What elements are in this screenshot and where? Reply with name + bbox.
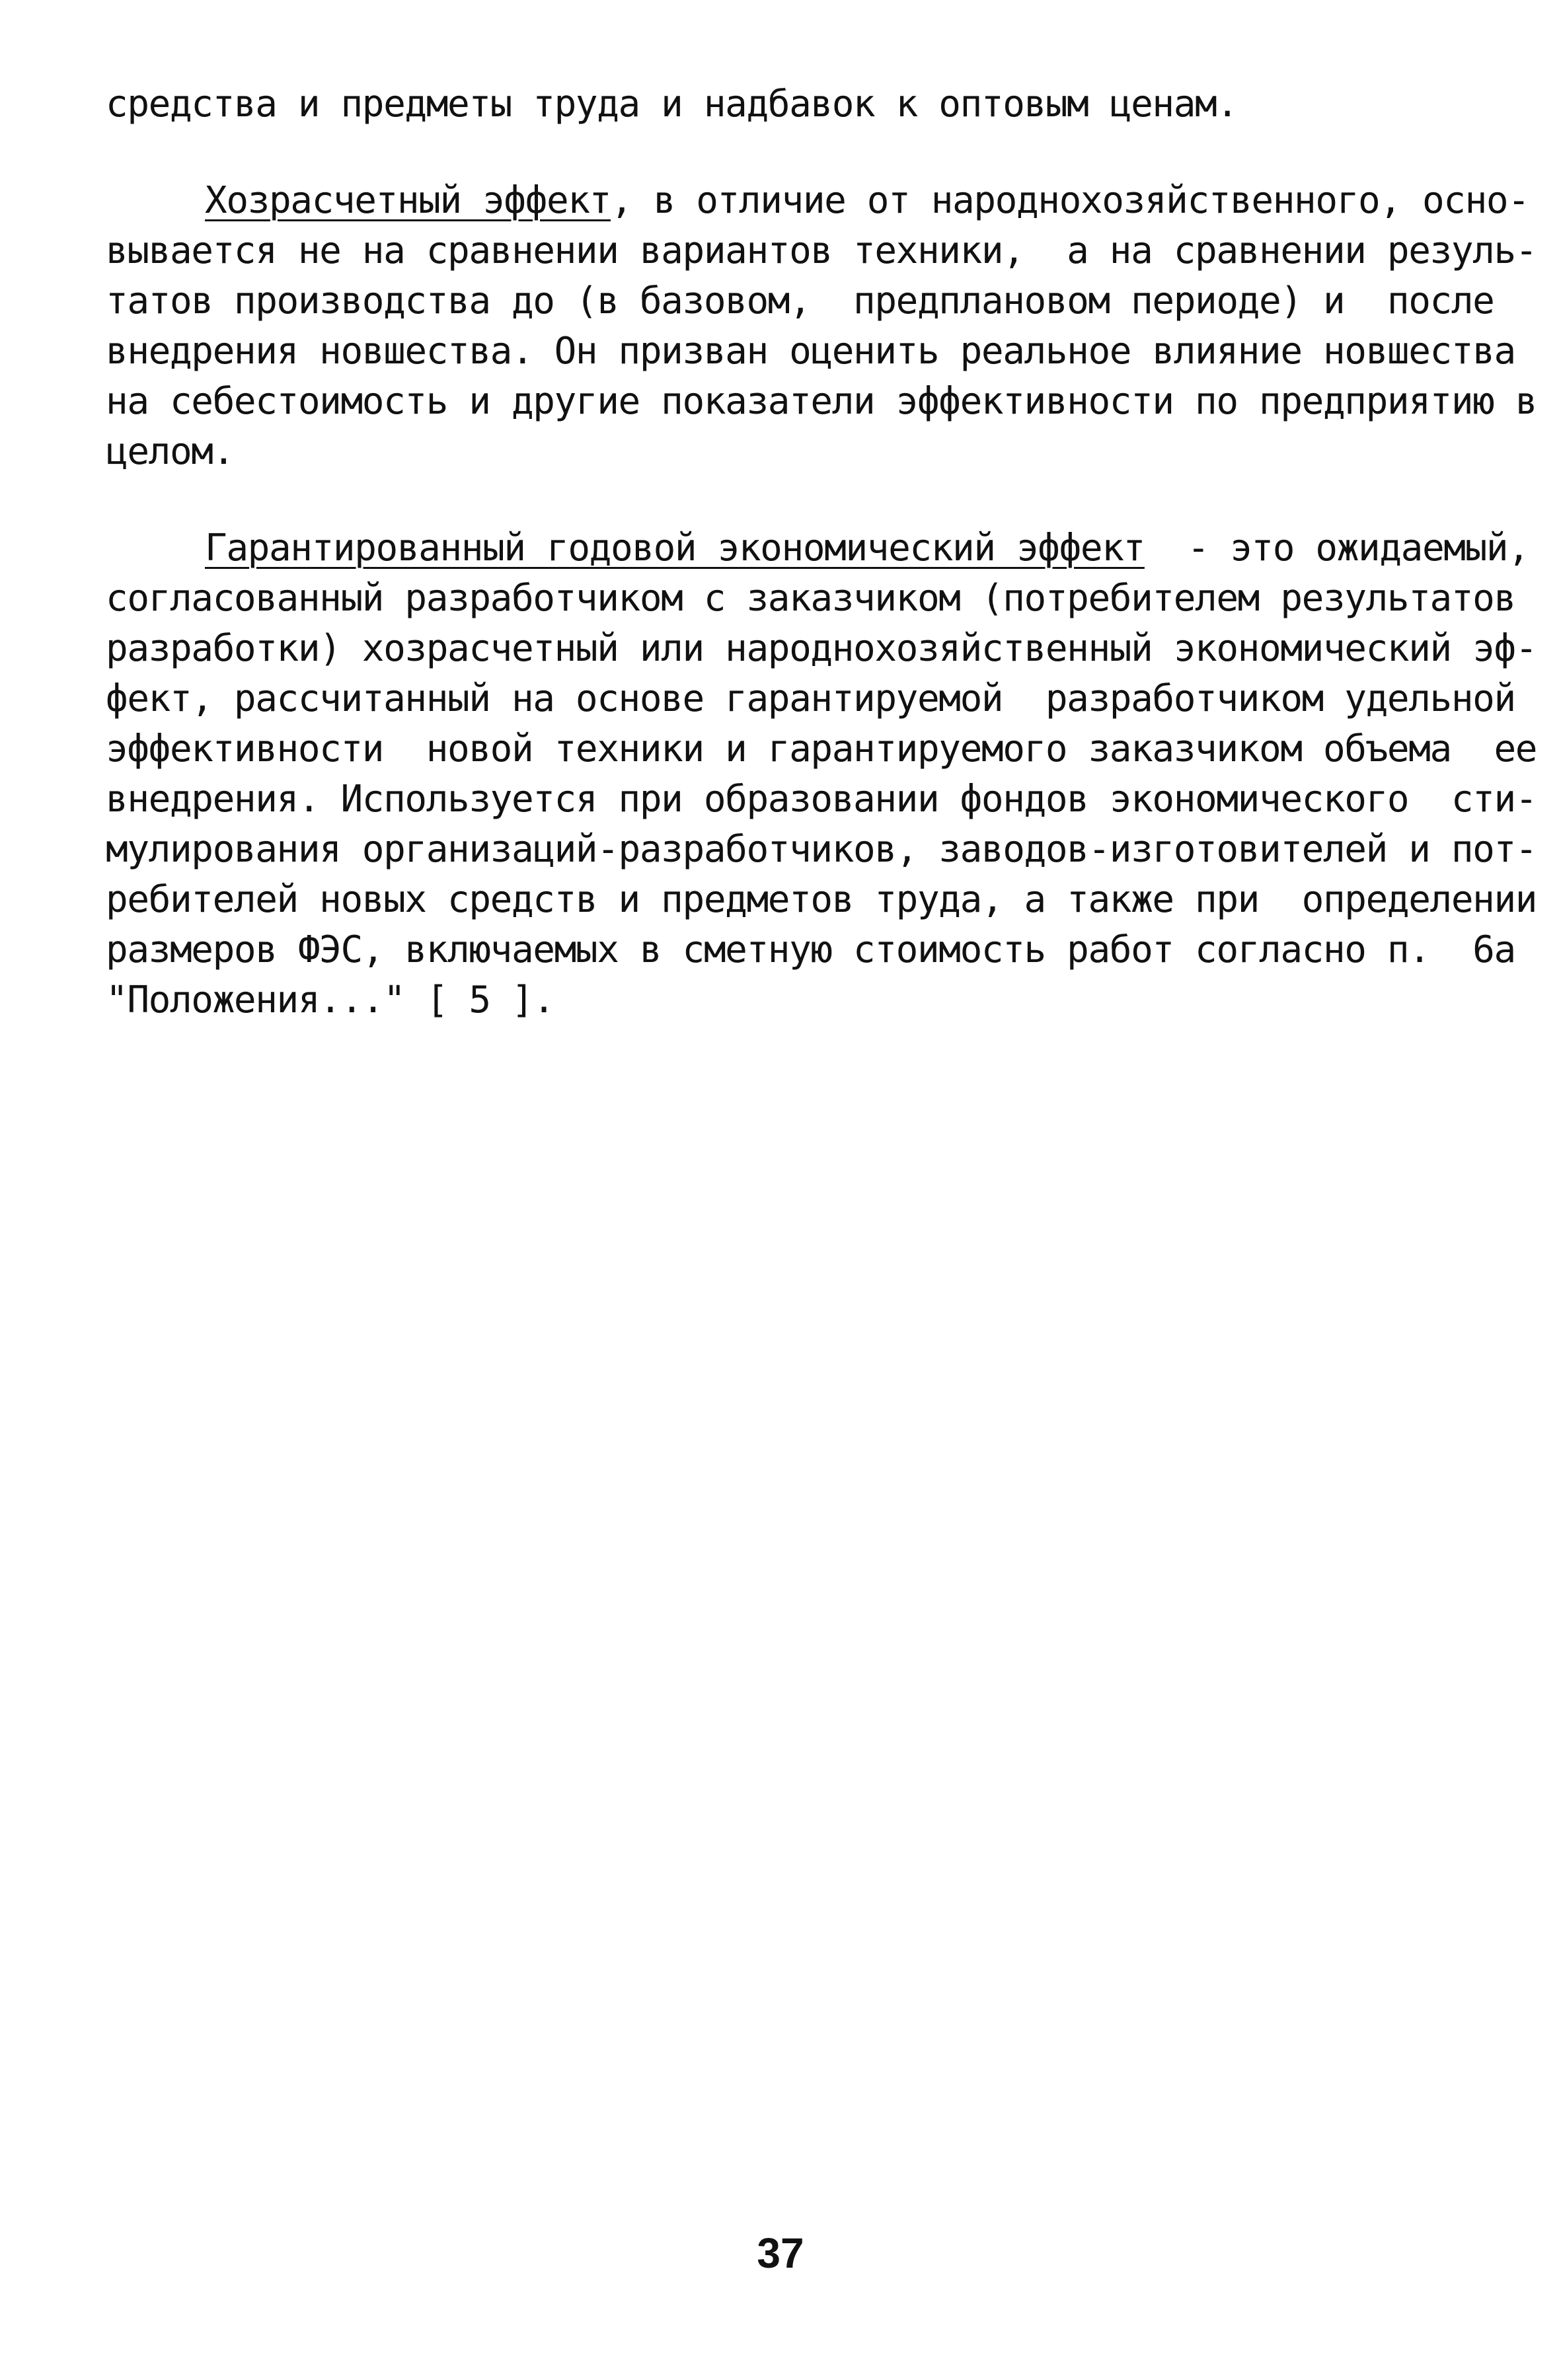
paragraph-2-line-1 [106, 523, 1529, 574]
paragraph-gap [106, 130, 1467, 176]
paragraph-1-line-3: татов производства до (в базовом, предплановом периоде) и после [106, 279, 1494, 322]
paragraph-2-line-8: ребителей новых средств и предметов труда, а также при определении [106, 878, 1537, 921]
paragraph-1-line-5: на себестоимость и другие показатели эффективности по предприятию в [106, 380, 1537, 423]
paragraph-1-line-1 [106, 176, 1529, 226]
paragraph-gap [106, 477, 1467, 523]
page-number: 37 [757, 2229, 804, 2277]
paragraph-1-line-4: внедрения новшества. Он призван оценить реальное влияние новшества [106, 330, 1515, 373]
paragraph-1-line-1-rest: , в отличие от народнохозяйственного, осно- [610, 179, 1529, 222]
paragraph-2-line-2: согласованный разработчиком с заказчиком (потребителем результатов [106, 577, 1515, 620]
paragraph-2-line-3: разработки) хозрасчетный или народнохозяйственный экономический эф- [106, 627, 1537, 670]
paragraph-2-line-9: размеров ФЭС, включаемых в сметную стоимость работ согласно п. 6а [106, 928, 1515, 971]
paragraph-2-line-6: внедрения. Используется при образовании фондов экономического сти- [106, 778, 1537, 821]
paragraph-2-line-7: мулирования организаций-разработчиков, заводов-изготовителей и пот- [106, 828, 1537, 871]
paragraph-2-line-4: фект, рассчитанный на основе гарантируемой разработчиком удельной [106, 677, 1515, 720]
term-khozraschetny-effect: Хозрасчетный эффект [205, 179, 611, 222]
paragraph-0-line-1: средства и предметы труда и надбавок к оптовым ценам. [106, 83, 1238, 126]
paragraph-2-line-1-rest: - это ожидаемый, [1144, 527, 1529, 570]
paragraph-2-line-10: "Положения..." [ 5 ]. [106, 979, 554, 1022]
paragraph-1-line-2: вывается не на сравнении вариантов техники, а на сравнении резуль- [106, 229, 1537, 272]
term-garantirovanny-effect: Гарантированный годовой экономический эффект [205, 527, 1145, 570]
paragraph-1-line-6: целом. [106, 430, 234, 473]
paragraph-2-line-5: эффективности новой техники и гарантируемого заказчиком объема ее [106, 727, 1537, 770]
body-text [106, 79, 1537, 1025]
